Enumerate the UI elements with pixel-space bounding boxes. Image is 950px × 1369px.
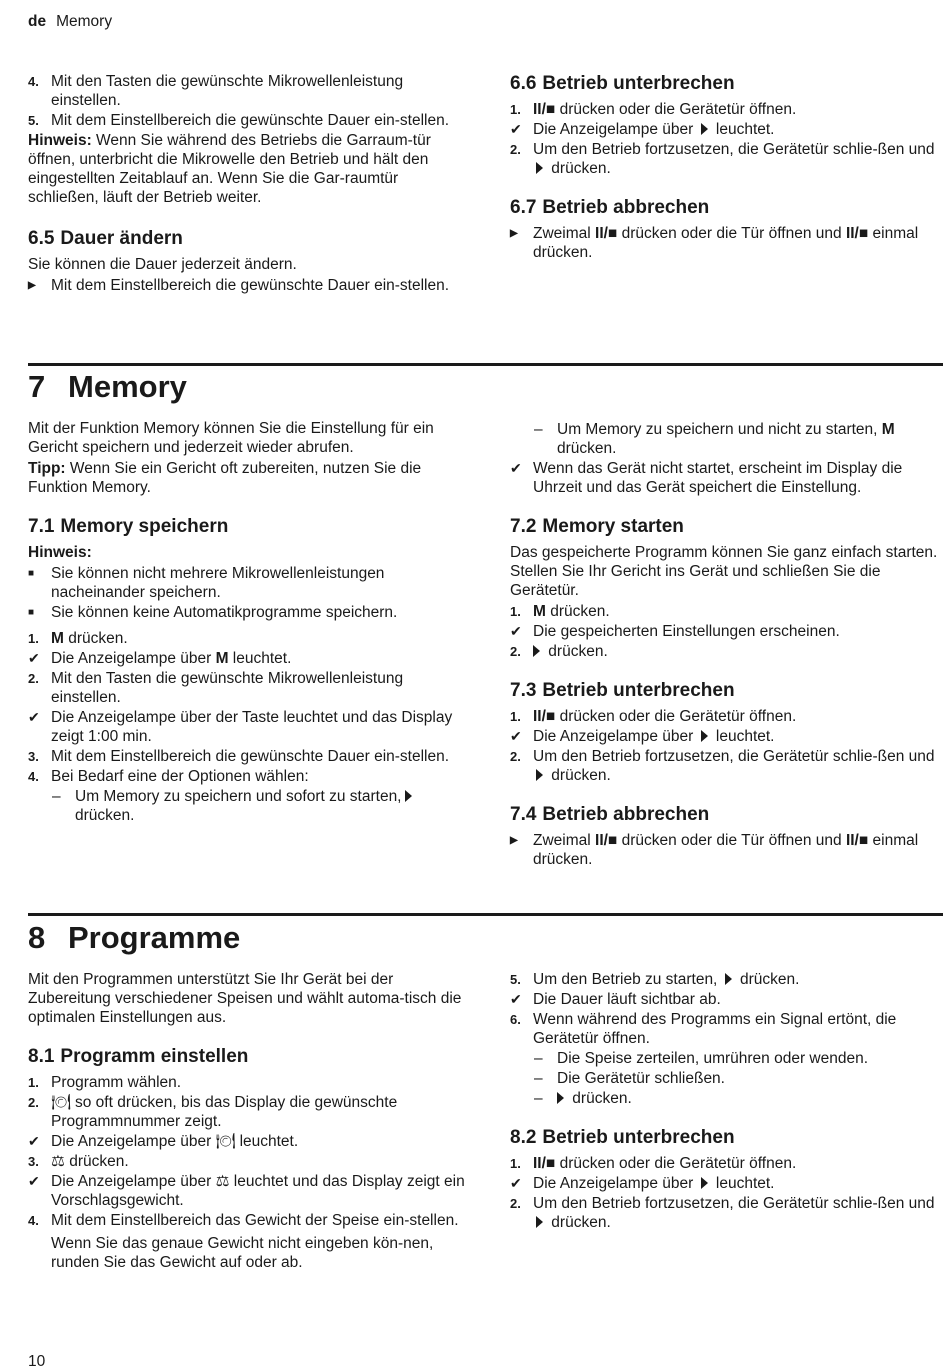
step-4: 4. Mit dem Einstellbereich das Gewicht der Speise ein-stellen.	[28, 1212, 459, 1229]
step-1: 1. II/■ drücken oder die Gerätetür öffnen.	[510, 708, 797, 725]
column-ch7-left	[28, 419, 468, 826]
bullet: ■ Sie können keine Automatikprogramme speichern.	[28, 604, 398, 621]
running-header	[28, 12, 112, 31]
pause-stop-icon: II/■	[533, 708, 556, 725]
start-icon	[533, 645, 540, 657]
option: – Um Memory zu speichern und sofort zu starten, drücken.	[28, 787, 468, 825]
start-icon	[536, 769, 543, 781]
instruction: ▶ Zweimal II/■ drücken oder die Tür öffnen und II/■ einmal drücken.	[510, 225, 919, 261]
header-section: Memory	[56, 13, 113, 30]
step-1: 1. II/■ drücken oder die Gerätetür öffnen.	[510, 1155, 797, 1172]
step-4: 4. Mit den Tasten die gewünschte Mikrowellenleistung einstellen.	[28, 73, 404, 109]
bullet-icon: ■	[28, 568, 35, 579]
start-icon	[557, 1092, 564, 1104]
bullet-icon: ■	[28, 607, 35, 618]
check-icon: ✔	[28, 709, 40, 725]
result: ✔ Die Anzeigelampe über ⚖ leuchtet und das Display zeigt ein Vorschlagsgewicht.	[28, 1173, 465, 1209]
option: – Um Memory zu speichern und nicht zu starten, M drücken.	[534, 421, 895, 457]
instruction: ▶ Zweimal II/■ drücken oder die Tür öffnen und II/■ einmal drücken.	[510, 832, 919, 868]
paragraph: Das gespeicherte Programm können Sie ganz einfach starten. Stellen Sie Ihr Gericht ins Gerät und schließen Sie die Gerätetür.	[510, 544, 938, 599]
check-icon: ✔	[510, 623, 522, 639]
result: ✔ Die Anzeigelampe über der Taste leuchtet und das Display zeigt 1:00 min.	[28, 709, 453, 745]
arrow-icon: ▶	[510, 228, 518, 239]
pause-stop-icon: II/■	[595, 832, 618, 849]
arrow-icon: ▶	[28, 280, 36, 291]
start-icon	[701, 123, 708, 135]
check-icon: ✔	[510, 121, 522, 137]
step-1: 1. II/■ drücken oder die Gerätetür öffnen.	[510, 101, 797, 118]
weight-icon: ⚖	[215, 1173, 230, 1190]
page-number: 10	[28, 1353, 46, 1369]
heading-8-2: 8.2 Betrieb unterbrechen	[510, 1127, 735, 1148]
step-1: 1. M drücken.	[28, 630, 128, 647]
step-2: 2. Um den Betrieb fortzusetzen, die Gerätetür schlie-ßen und drücken.	[510, 1195, 935, 1231]
option: – Die Speise zerteilen, umrühren oder wenden.	[534, 1050, 869, 1067]
start-icon	[725, 973, 732, 985]
instruction: ▶ Mit dem Einstellbereich die gewünschte Dauer ein-stellen.	[28, 277, 450, 294]
step-5: 5. Um den Betrieb zu starten, drücken.	[510, 971, 800, 988]
pause-stop-icon: II/■	[845, 832, 869, 849]
start-icon	[701, 730, 708, 742]
note-label: Hinweis:	[28, 544, 92, 561]
step-1: 1. Programm wählen.	[28, 1074, 182, 1091]
chapter-divider	[28, 363, 943, 366]
weight-icon: ⚖	[51, 1153, 65, 1170]
pause-stop-icon: II/■	[533, 101, 556, 118]
heading-7-1: 7.1 Memory speichern	[28, 516, 229, 537]
column-ch8-left	[28, 970, 468, 1273]
result: ✔ Die Anzeigelampe über leuchtet.	[510, 121, 775, 138]
memory-icon: M	[533, 603, 546, 620]
step-2: 2. Um den Betrieb fortzusetzen, die Gerätetür schlie-ßen und drücken.	[510, 748, 935, 784]
step-2: 2. 🍽 so oft drücken, bis das Display die gewünschte Programmnummer zeigt.	[28, 1094, 398, 1130]
pause-stop-icon: II/■	[595, 225, 618, 242]
start-icon	[701, 1177, 708, 1189]
check-icon: ✔	[28, 1133, 40, 1149]
bullet: ■ Sie können nicht mehrere Mikrowellenleistungen nacheinander speichern.	[28, 565, 385, 601]
tip: Tipp: Wenn Sie ein Gericht oft zubereiten, nutzen Sie die Funktion Memory.	[28, 460, 422, 496]
start-icon	[536, 1216, 543, 1228]
chapter-divider	[28, 913, 943, 916]
step-3: 3. ⚖ drücken.	[28, 1153, 129, 1170]
column-top-right	[510, 72, 940, 263]
result: ✔ Die Dauer läuft sichtbar ab.	[510, 991, 721, 1008]
heading-7-4: 7.4 Betrieb abbrechen	[510, 804, 710, 825]
option: – Die Gerätetür schließen.	[534, 1070, 725, 1087]
check-icon: ✔	[28, 1173, 40, 1189]
heading-6-6: 6.6 Betrieb unterbrechen	[510, 73, 735, 94]
step-1: 1. M drücken.	[510, 603, 610, 620]
check-icon: ✔	[28, 650, 40, 666]
memory-icon: M	[51, 630, 64, 647]
step-5: 5. Mit dem Einstellbereich die gewünschte Dauer ein-stellen.	[28, 112, 450, 129]
check-icon: ✔	[510, 1175, 522, 1191]
result: ✔ Die gespeicherten Einstellungen erscheinen.	[510, 623, 840, 640]
heading-6-7: 6.7 Betrieb abbrechen	[510, 197, 710, 218]
result: ✔ Die Anzeigelampe über leuchtet.	[510, 728, 775, 745]
paragraph: Mit den Programmen unterstützt Sie Ihr Gerät bei der Zubereitung verschiedener Speisen und wählt automa-tisch die optimalen Einstellungen aus.	[28, 971, 462, 1026]
paragraph: Mit der Funktion Memory können Sie die Einstellung für ein Gericht speichern und jederzeit wieder abrufen.	[28, 420, 434, 456]
step-3: 3. Mit dem Einstellbereich die gewünschte Dauer ein-stellen.	[28, 748, 450, 765]
pause-stop-icon: II/■	[533, 1155, 556, 1172]
start-icon	[405, 790, 412, 802]
start-icon	[536, 162, 543, 174]
language-tag: de	[28, 13, 47, 30]
memory-icon: M	[881, 421, 895, 438]
step-4: 4. Bei Bedarf eine der Optionen wählen:	[28, 768, 309, 785]
check-icon: ✔	[510, 991, 522, 1007]
column-ch8-right	[510, 970, 942, 1233]
column-top-left	[28, 72, 458, 296]
step-2: 2. Um den Betrieb fortzusetzen, die Gerätetür schlie-ßen und drücken.	[510, 141, 935, 177]
heading-6-5: 6.5 Dauer ändern	[28, 228, 183, 249]
step-2: 2. Mit den Tasten die gewünschte Mikrowellenleistung einstellen.	[28, 670, 404, 706]
result: ✔ Die Anzeigelampe über 🍽 leuchtet.	[28, 1133, 299, 1150]
paragraph: Sie können die Dauer jederzeit ändern.	[28, 256, 297, 273]
step-6: 6. Wenn während des Programms ein Signal ertönt, die Gerätetür öffnen.	[510, 1011, 897, 1047]
heading-7-2: 7.2 Memory starten	[510, 516, 684, 537]
result: ✔ Die Anzeigelampe über leuchtet.	[510, 1175, 775, 1192]
program-icon: 🍽	[215, 1133, 236, 1150]
step-note: Wenn Sie das genaue Gewicht nicht eingeben kön-nen, runden Sie das Gewicht auf oder ab.	[51, 1235, 434, 1271]
option: – drücken.	[534, 1090, 632, 1107]
result: ✔ Die Anzeigelampe über M leuchtet.	[28, 650, 292, 667]
note: Hinweis: Wenn Sie während des Betriebs die Garraum-tür öffnen, unterbricht die Mikrowelle den Betrieb und hält den eingestellten Zeitablauf an. Wenn Sie die Gar-raumtür schließen, läuft der Betrieb weiter.	[28, 132, 431, 206]
chapter-7-title: 7 Memory	[28, 369, 187, 404]
result: ✔ Wenn das Gerät nicht startet, erscheint im Display die Uhrzeit und das Gerät speichert die Einstellung.	[510, 460, 903, 496]
check-icon: ✔	[510, 460, 522, 476]
heading-7-3: 7.3 Betrieb unterbrechen	[510, 680, 735, 701]
chapter-8-title: 8 Programme	[28, 920, 241, 955]
column-ch7-right	[510, 419, 942, 870]
pause-stop-icon: II/■	[845, 225, 869, 242]
heading-8-1: 8.1 Programm einstellen	[28, 1046, 249, 1067]
arrow-icon: ▶	[510, 835, 518, 846]
memory-icon: M	[215, 650, 229, 667]
check-icon: ✔	[510, 728, 522, 744]
step-2: 2. drücken.	[510, 643, 608, 660]
program-icon: 🍽	[51, 1094, 71, 1111]
